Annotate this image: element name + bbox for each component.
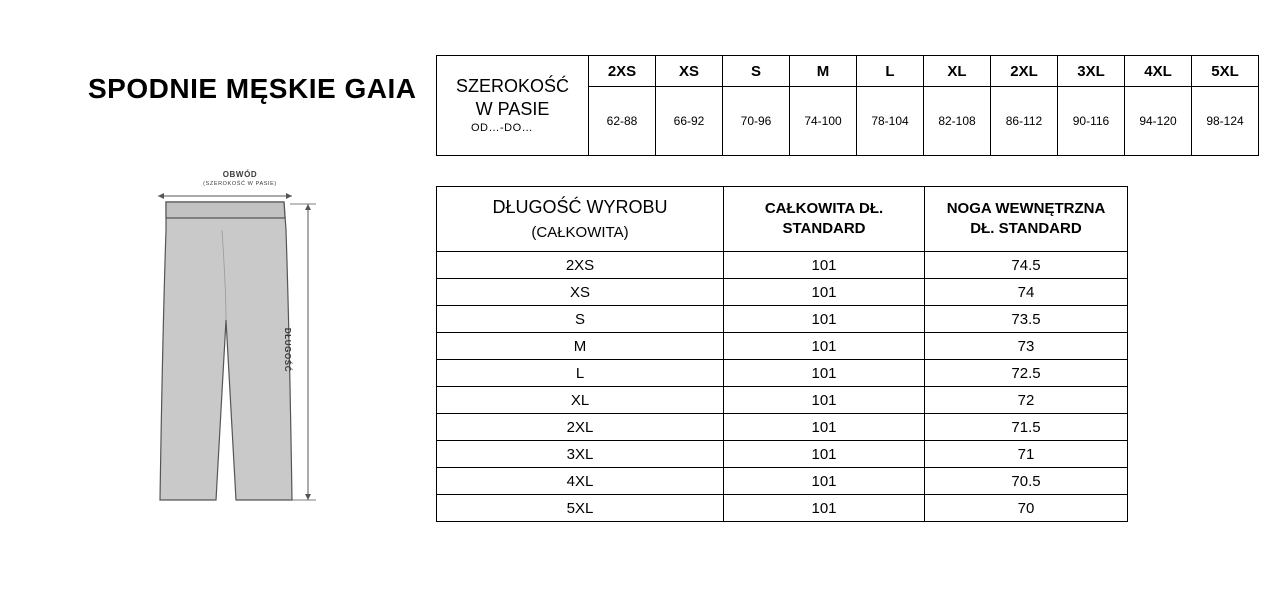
table-row-header: [437, 187, 1128, 252]
waist-value: 98-124: [1192, 87, 1259, 156]
row-size: S: [437, 306, 724, 333]
row-total: 101: [724, 387, 925, 414]
length-header-main-text: DŁUGOŚĆ WYROBU: [492, 197, 668, 217]
size-header: S: [723, 56, 790, 87]
size-header: 2XS: [589, 56, 656, 87]
row-inseam: 73: [925, 333, 1128, 360]
diagram-length-label: DŁUGOŚĆ: [283, 327, 292, 373]
length-size-table: [436, 186, 1128, 522]
table-row: [437, 441, 1128, 468]
diagram-waist-sublabel: (SZEROKOŚĆ W PASIE): [203, 181, 277, 187]
row-inseam: 72: [925, 387, 1128, 414]
row-size: XL: [437, 387, 724, 414]
length-header-main-sub: (CAŁKOWITA): [531, 224, 629, 242]
row-inseam: 71.5: [925, 414, 1128, 441]
row-size: 5XL: [437, 495, 724, 522]
row-inseam: 70: [925, 495, 1128, 522]
waist-value: 70-96: [723, 87, 790, 156]
waist-value: 82-108: [924, 87, 991, 156]
size-header: 4XL: [1125, 56, 1192, 87]
page-title: SPODNIE MĘSKIE GAIA: [88, 73, 417, 104]
row-size: 3XL: [437, 441, 724, 468]
row-inseam: 72.5: [925, 360, 1128, 387]
table-row: [437, 468, 1128, 495]
table-row: [437, 252, 1128, 279]
table-row: [437, 279, 1128, 306]
row-total: 101: [724, 414, 925, 441]
left-panel: [0, 0, 436, 593]
size-header: M: [790, 56, 857, 87]
table-row: [437, 360, 1128, 387]
row-inseam: 73.5: [925, 306, 1128, 333]
table-row: [437, 414, 1128, 441]
waist-row-label-line2: W PASIE: [475, 98, 550, 119]
waist-value: 62-88: [589, 87, 656, 156]
row-size: XS: [437, 279, 724, 306]
waist-row-label-line1: SZEROKOŚĆ: [455, 76, 570, 97]
table-row-header: [437, 56, 1259, 87]
row-total: 101: [724, 360, 925, 387]
row-inseam: 74.5: [925, 252, 1128, 279]
length-header-total: CAŁKOWITA DŁ. STANDARD: [724, 187, 925, 252]
row-total: 101: [724, 495, 925, 522]
table-row: [437, 333, 1128, 360]
row-inseam: 70.5: [925, 468, 1128, 495]
size-header: 2XL: [991, 56, 1058, 87]
row-size: 2XL: [437, 414, 724, 441]
row-inseam: 74: [925, 279, 1128, 306]
table-row: [437, 306, 1128, 333]
table-row: [437, 387, 1128, 414]
row-size: 4XL: [437, 468, 724, 495]
waist-value: 66-92: [656, 87, 723, 156]
diagram-waist-label: OBWÓD: [222, 170, 258, 179]
row-size: M: [437, 333, 724, 360]
size-header: XL: [924, 56, 991, 87]
waist-row-label-sub: OD…-DO…: [471, 122, 534, 135]
size-header: 3XL: [1058, 56, 1125, 87]
size-header: XS: [656, 56, 723, 87]
row-total: 101: [724, 306, 925, 333]
length-header-main: [437, 187, 724, 252]
size-header: L: [857, 56, 924, 87]
row-total: 101: [724, 441, 925, 468]
table-row: [437, 495, 1128, 522]
row-total: 101: [724, 333, 925, 360]
trousers-illustration: [140, 170, 340, 520]
trousers-icon: [140, 170, 340, 520]
size-header: 5XL: [1192, 56, 1259, 87]
waist-value: 94-120: [1125, 87, 1192, 156]
row-size: L: [437, 360, 724, 387]
row-total: 101: [724, 252, 925, 279]
waist-value: 90-116: [1058, 87, 1125, 156]
row-total: 101: [724, 279, 925, 306]
row-size: 2XS: [437, 252, 724, 279]
row-inseam: 71: [925, 441, 1128, 468]
waist-value: 86-112: [991, 87, 1058, 156]
row-total: 101: [724, 468, 925, 495]
waist-value: 78-104: [857, 87, 924, 156]
waist-size-table: [436, 55, 1259, 156]
length-header-inseam: NOGA WEWNĘTRZNA DŁ. STANDARD: [925, 187, 1128, 252]
waist-row-label: [437, 56, 589, 156]
waist-value: 74-100: [790, 87, 857, 156]
